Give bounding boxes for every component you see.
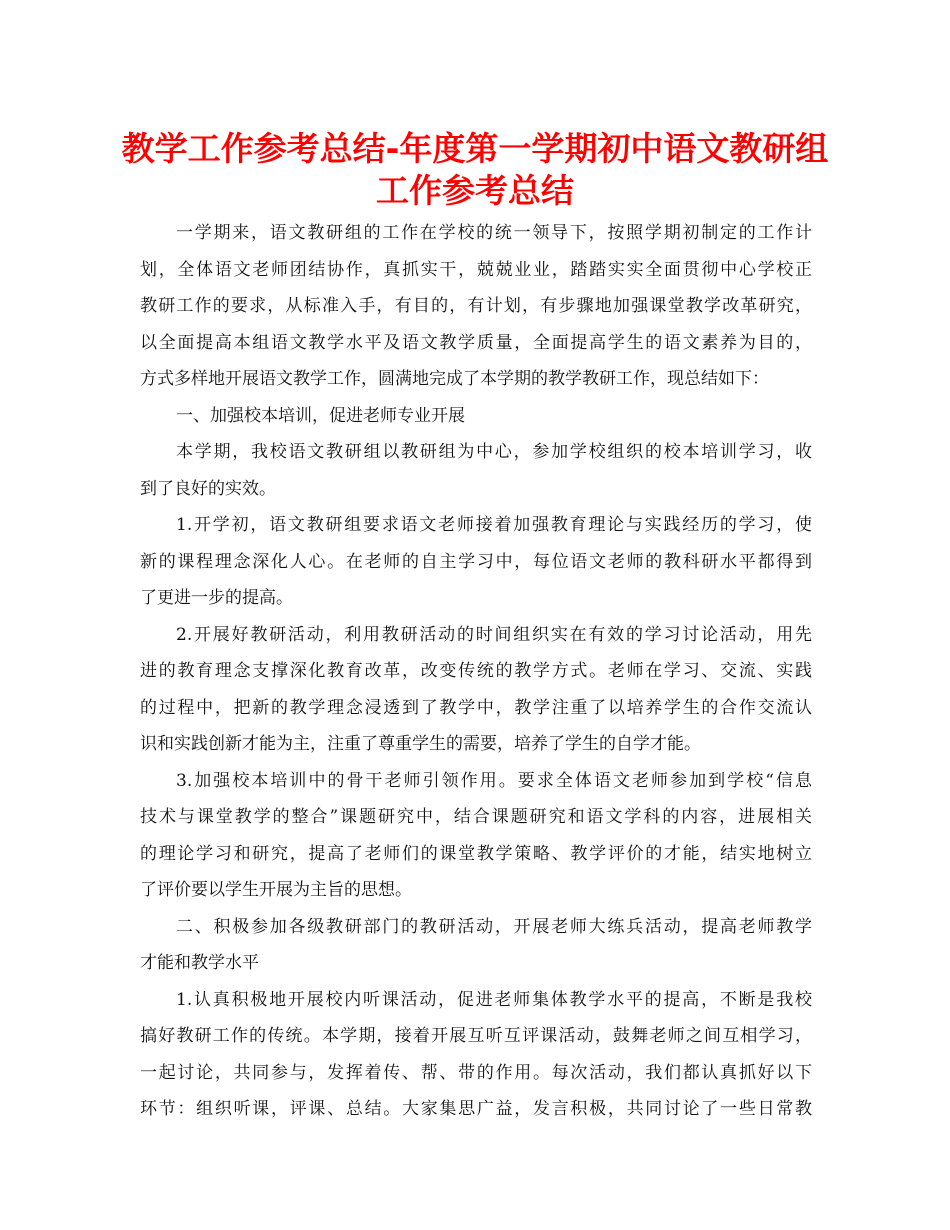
text-line: 1.开学初，语文教研组要求语文老师接着加强教育理论与实践经历的学习，使 xyxy=(176,515,812,535)
text-line: 以全面提高本组语文教学水平及语文教学质量，全面提高学生的语文素养为目的， xyxy=(140,332,812,353)
text-line: 本学期，我校语文教研组以教研组为中心，参加学校组织的校本培训学习，收 xyxy=(176,442,812,462)
text-line: 2.开展好教研活动，利用教研活动的时间组织实在有效的学习讨论活动，用先 xyxy=(176,624,812,645)
text-line: 了评价要以学生开展为主旨的思想。 xyxy=(140,880,412,900)
text-line: 一学期来，语文教研组的工作在学校的统一领导下，按照学期初制定的工作计 xyxy=(176,223,812,243)
text-line: 到了良好的实效。 xyxy=(140,478,276,499)
text-line: 划，全体语文老师团结协作，真抓实干，兢兢业业，踏踏实实全面贯彻中心学校正 xyxy=(140,259,812,280)
document-body xyxy=(140,215,812,1128)
text-line: 新的课程理念深化人心。在老师的自主学习中，每位语文老师的教科研水平都得到 xyxy=(140,551,812,572)
text-line: 二、积极参加各级教研部门的教研活动，开展老师大练兵活动，提高老师教学 xyxy=(176,916,812,937)
text-line: 教研工作的要求，从标准入手，有目的，有计划，有步骤地加强课堂教学改革研究， xyxy=(140,296,812,316)
document-title-line-1: 教学工作参考总结-年度第一学期初中语文教研组 xyxy=(121,129,829,168)
text-line: 技术与课堂教学的整合”课题研究中，结合课题研究和语文学科的内容，进展相关 xyxy=(140,807,812,827)
text-line: 3.加强校本培训中的骨干老师引领作用。要求全体语文老师参加到学校“信息 xyxy=(176,770,812,791)
text-line: 环节：组织听课，评课、总结。大家集思广益，发言积极，共同讨论了一些日常教 xyxy=(140,1099,812,1119)
text-line: 的理论学习和研究，提高了老师们的课堂教学策略、教学评价的才能，结实地树立 xyxy=(140,843,812,864)
document-title-line-2: 工作参考总结 xyxy=(376,171,574,210)
text-line: 1.认真积极地开展校内听课活动，促进老师集体教学水平的提高，不断是我校 xyxy=(176,989,812,1010)
text-line: 进的教育理念支撑深化教育改革，改变传统的教学方式。老师在学习、交流、实践 xyxy=(140,661,812,681)
text-line: 一、加强校本培训，促进老师专业开展 xyxy=(176,405,465,426)
text-line: 识和实践创新才能为主，注重了尊重学生的需要，培养了学生的自学才能。 xyxy=(140,734,701,754)
text-line: 才能和教学水平 xyxy=(140,953,259,973)
text-line: 一起讨论，共同参与，发挥着传、帮、带的作用。每次活动，我们都认真抓好以下 xyxy=(140,1062,812,1083)
text-line: 了更进一步的提高。 xyxy=(140,588,293,608)
text-line: 的过程中，把新的教学理念浸透到了教学中，教学注重了以培养学生的合作交流认 xyxy=(140,697,812,718)
text-line: 方式多样地开展语文教学工作，圆满地完成了本学期的教学教研工作，现总结如下： xyxy=(140,369,769,389)
text-line: 搞好教研工作的传统。本学期，接着开展互听互评课活动，鼓舞老师之间互相学习， xyxy=(140,1026,812,1046)
